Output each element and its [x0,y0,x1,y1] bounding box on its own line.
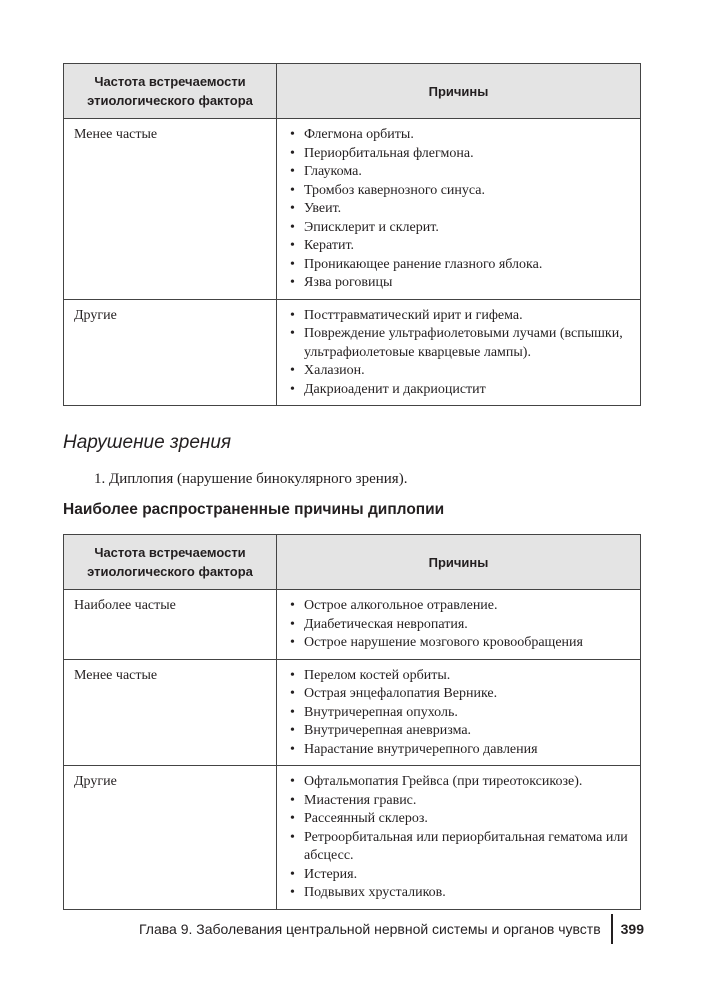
table1-header-frequency: Частота встречаемости этиологического фактора [64,64,277,119]
list-item: • Халазион. [287,362,630,381]
list-item: • Перелом костей орбиты. [287,667,630,686]
list-item: • Глаукома. [287,163,630,182]
frequency-cell: Менее частые [64,659,277,766]
list-item: • Посттравматический ирит и гифема. [287,307,630,326]
list-item: • Дакриоаденит и дакриоцистит [287,381,630,400]
frequency-cell: Другие [64,299,277,406]
frequency-cell: Другие [64,766,277,910]
list-item: • Проникающее ранение глазного яблока. [287,256,630,275]
table-row [64,590,641,660]
footer-divider [611,914,613,944]
list-item: • Внутричерепная опухоль. [287,704,630,723]
numbered-item: 1. Диплопия (нарушение бинокулярного зрения). [94,471,408,487]
list-item: • Ретроорбитальная или периорбитальная гематома или абсцесс. [287,829,630,866]
list-item: • Увеит. [287,200,630,219]
list-item: • Язва роговицы [287,274,630,293]
page-footer [139,912,644,946]
list-item: • Нарастание внутричерепного давления [287,741,630,760]
list-item: • Тромбоз кавернозного синуса. [287,182,630,201]
table1-header-causes: Причины [277,64,641,119]
table-title: Наиболее распространенные причины диплопии [63,501,445,518]
list-item: • Миастения гравис. [287,792,630,811]
list-item: • Острое нарушение мозгового кровообращения [287,634,630,653]
list-item: • Истерия. [287,866,630,885]
list-item: • Рассеянный склероз. [287,810,630,829]
section-title: Нарушение зрения [63,432,232,453]
table-row [64,766,641,910]
causes-cell [277,590,641,660]
frequency-cell: Менее частые [64,119,277,300]
table-row [64,659,641,766]
list-item: • Эписклерит и склерит. [287,219,630,238]
chapter-title: Глава 9. Заболевания центральной нервной системы и органов чувств [138,921,601,937]
list-item: • Флегмона орбиты. [287,126,630,145]
causes-cell [277,659,641,766]
causes-cell [277,299,641,406]
table2-header-causes: Причины [277,535,641,590]
diplopia-causes-table [63,534,641,910]
table-row [64,299,641,406]
list-item: • Периорбитальная флегмона. [287,145,630,164]
causes-cell [277,119,641,300]
list-item: • Офтальмопатия Грейвса (при тиреотоксикозе). [287,773,630,792]
etiology-table-1 [63,63,641,406]
list-item: • Острая энцефалопатия Вернике. [287,685,630,704]
list-item: • Повреждение ультрафиолетовыми лучами (вспышки, ультрафиолетовые кварцевые лампы). [287,325,630,362]
table2-header-frequency: Частота встречаемости этиологического фактора [64,535,277,590]
list-item: • Внутричерепная аневризма. [287,722,630,741]
list-item: • Подвывих хрусталиков. [287,884,630,903]
table-row [64,119,641,300]
list-item: • Кератит. [287,237,630,256]
page-number: 399 [620,921,644,937]
causes-cell [277,766,641,910]
list-item: • Острое алкогольное отравление. [287,597,630,616]
list-item: • Диабетическая невропатия. [287,616,630,635]
frequency-cell: Наиболее частые [64,590,277,660]
